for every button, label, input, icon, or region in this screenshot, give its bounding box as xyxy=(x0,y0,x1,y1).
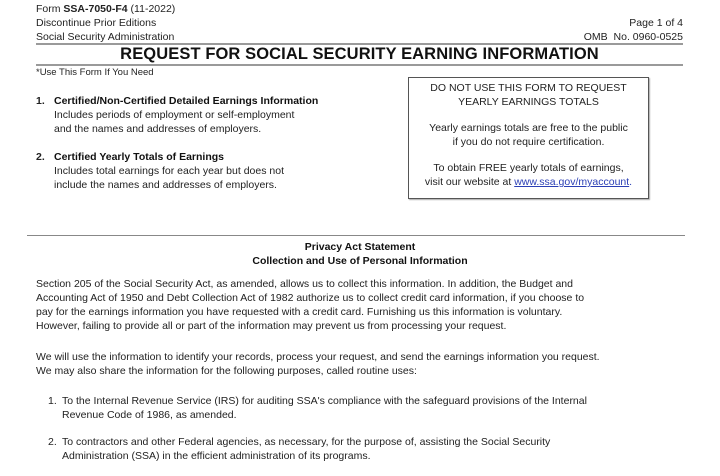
page-indicator: Page 1 of 4 xyxy=(629,17,683,29)
notice-heading xyxy=(409,81,648,109)
privacy-subtitle: Collection and Use of Personal Information xyxy=(252,255,468,267)
form-date: (11-2022) xyxy=(130,3,176,15)
routine-use-line: Administration (SSA) in the efficient administration of its programs. xyxy=(62,450,371,462)
notice-heading-line: DO NOT USE THIS FORM TO REQUEST xyxy=(430,82,627,94)
need-title: Certified/Non-Certified Detailed Earnings Information xyxy=(54,95,319,107)
agency-name: Social Security Administration xyxy=(36,31,175,43)
need-item xyxy=(36,150,318,192)
form-title: REQUEST FOR SOCIAL SECURITY EARNING INFORMATION xyxy=(120,45,599,63)
title-rule xyxy=(36,64,683,66)
routine-uses-list xyxy=(36,394,696,476)
form-header-right xyxy=(584,16,683,44)
paragraph-line: Accounting Act of 1950 and Debt Collection Act of 1982 authorize us to collect credit card information, if you choose to xyxy=(36,292,585,304)
routine-use-line: To the Internal Revenue Service (IRS) for auditing SSA's compliance with the safeguard provisions of the Internal xyxy=(62,395,587,407)
paragraph-line: Section 205 of the Social Security Act, as amended, allows us to collect this information. In addition, the Budget and xyxy=(36,278,573,290)
use-form-note: *Use This Form If You Need xyxy=(36,67,154,78)
routine-use-item xyxy=(36,435,696,463)
need-item xyxy=(36,94,318,136)
notice-heading-line: YEARLY EARNINGS TOTALS xyxy=(458,96,599,108)
routine-use-number: 1. xyxy=(48,395,57,407)
notice-obtain-text xyxy=(409,161,648,189)
need-desc-line: and the names and addresses of employers. xyxy=(54,123,262,135)
myaccount-link[interactable]: www.ssa.gov/myaccount xyxy=(514,176,630,188)
notice-obtain-line: To obtain FREE yearly totals of earnings, xyxy=(433,162,624,174)
omb-number: OMB No. 0960-0525 xyxy=(583,31,683,43)
privacy-paragraph xyxy=(36,277,696,333)
paragraph-line: pay for the earnings information you have requested with a credit card. Furnishing us this information is voluntary. xyxy=(36,306,563,318)
privacy-title: Privacy Act Statement xyxy=(304,241,416,253)
discontinue-note: Discontinue Prior Editions xyxy=(36,17,157,29)
need-desc-line: Includes total earnings for each year but does not xyxy=(54,165,284,177)
need-desc-line: include the names and addresses of employers. xyxy=(54,179,277,191)
paragraph-line: We will use the information to identify your records, process your request, and send the earnings information you request. xyxy=(36,351,600,363)
notice-free-text xyxy=(409,121,648,149)
notice-obtain-prefix: visit our website at xyxy=(424,176,515,188)
routine-uses-intro xyxy=(36,350,696,378)
notice-free-line: if you do not require certification. xyxy=(452,136,605,148)
need-list xyxy=(36,94,318,206)
routine-use-item xyxy=(36,394,696,422)
need-title: Certified Yearly Totals of Earnings xyxy=(54,151,224,163)
form-prefix: Form xyxy=(36,3,61,15)
link-suffix: . xyxy=(629,176,633,188)
notice-free-line: Yearly earnings totals are free to the public xyxy=(429,122,628,134)
form-number: SSA-7050-F4 xyxy=(63,3,128,15)
privacy-heading xyxy=(0,240,720,268)
routine-use-line: Revenue Code of 1986, as amended. xyxy=(62,409,237,421)
need-number: 2. xyxy=(36,151,45,163)
paragraph-line: However, failing to provide all or part of the information may prevent us from processing your request. xyxy=(36,320,507,332)
section-separator xyxy=(27,235,685,236)
routine-use-number: 2. xyxy=(48,436,57,448)
notice-box xyxy=(408,77,649,199)
routine-use-line: To contractors and other Federal agencies, as necessary, for the purpose of, assisting the Social Security xyxy=(62,436,551,448)
need-number: 1. xyxy=(36,95,45,107)
need-desc-line: Includes periods of employment or self-employment xyxy=(54,109,295,121)
form-header-left xyxy=(36,2,175,44)
form-id-line xyxy=(36,2,175,16)
paragraph-line: We may also share the information for the following purposes, called routine uses: xyxy=(36,365,417,377)
